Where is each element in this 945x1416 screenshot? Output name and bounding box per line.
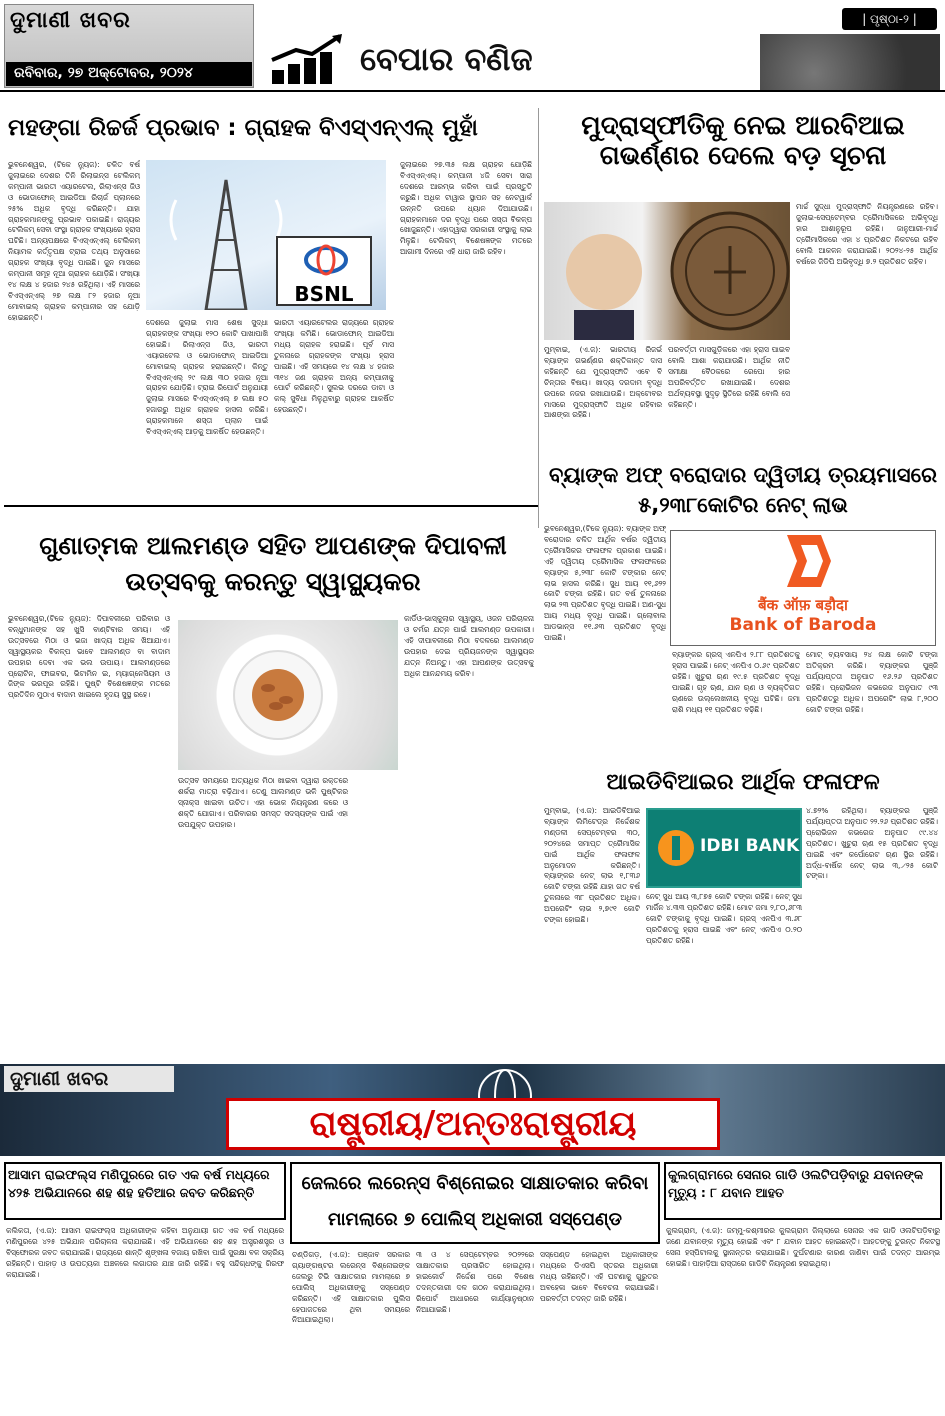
bsnl-col-2: ଦେଶରେ ଜୁଲାଇ ମାସ ଶେଷ ସୁଦ୍ଧା ଗ୍ରାହକଙ୍କ ସଂଖ୍ୟା ୧୨୦ କୋଟି ପାଖାପାଖି ହୋଇଛି। ରିଲାଏନ୍ସ ଜିଓ, ଭାରତୀ ଏୟାରଟେଲ ଓ ଭୋଡାଫୋନ୍ ଆଇଡିଆ ମୋବାଇଲ୍ ଗ୍ରାହକ ହରାଇଛନ୍ତି। କିନ୍ତୁ ବିଏସ୍‌ଏନ୍‌ଏଲ୍ ୨୯ ଲକ୍ଷ ୩୦ ହଜାର ନୂଆ ଗ୍ରାହକ ଯୋଡ଼ିଛି। ଟ୍ରାଇ ରିପୋର୍ଟ ଅନୁଯାୟୀ ଜୁଲାଇ ମାସରେ ବିଏସ୍‌ଏନ୍‌ଏଲ୍ ୭ ଲକ୍ଷ ୫୦ ହଜାରରୁ ଅଧିକ ଗ୍ରାହକ ହାସଲ କରିଛି। ଗ୍ରାହକମାନେ ଶସ୍ତା ପ୍ଲାନ ପାଇଁ ବିଏସ୍‌ଏନ୍‌ଏଲ୍ ଆଡ଼କୁ ଆକର୍ଷିତ ହେଉଛନ୍ତି।	[146, 318, 268, 437]
kulgam-body: କୁଲଗ୍ରାମ, (ଏ.ଜ): ଜମ୍ମୁ-କଶ୍ମୀରର କୁଲଗ୍ରାମ ଜିଲ୍ଲାରେ ସେନାର ଏକ ଗାଡି ଓଲଟିପଡ଼ିବାରୁ ଜଣେ ଯବାନଙ୍କ ମୃତ୍ୟୁ ହୋଇଛି ଏବଂ ୮ ଯବାନ ଆହତ ହୋଇଛନ୍ତି। ଆହତଙ୍କୁ ତୁରନ୍ତ ନିକଟସ୍ଥ ସେନା ହସ୍ପିଟାଲକୁ ସ୍ଥାନାନ୍ତର କରାଯାଇଛି। ଦୁର୍ଘଟଣାର କାରଣ ଜାଣିବା ପାଇଁ ତଦନ୍ତ ଆରମ୍ଭ ହୋଇଛି। ପାହାଡ଼ିଆ ରାସ୍ତାରେ ଗାଡିଟି ନିୟନ୍ତ୍ରଣ ହରାଇଥିଲା।	[666, 1226, 940, 1268]
assam-body: କଲିକତା, (ଏ.ଜ): ଆସାମ ରାଇଫଲ୍ସ ଅଧିକାରୀଙ୍କ କହିବା ଅନୁଯାୟୀ ଗତ ଏକ ବର୍ଷ ମଧ୍ୟରେ ମଣିପୁରରେ ୪୨୫ ଅଭିଯାନ ପରିଚାଳନା କରାଯାଇଛି। ଏହି ଅଭିଯାନରେ ଶହ ଶହ ଅସ୍ତ୍ରଶସ୍ତ୍ର ଓ ବିସ୍ଫୋରକ ଜବତ କରାଯାଇଛି। ରାଜ୍ୟରେ ଶାନ୍ତି ଶୃଙ୍ଖଳା ବଜାୟ ରଖିବା ପାଇଁ ସୁରକ୍ଷା ବଳ ସକ୍ରିୟ ରହିଛନ୍ତି। ପାହାଡ଼ ଓ ଉପତ୍ୟକା ଅଞ୍ଚଳରେ ଲଗାତାର ଯାଞ୍ଚ ଜାରି ରହିଛି। ବହୁ ସନ୍ଦିଗ୍ଧଙ୍କୁ ଗିରଫ କରାଯାଇଛି।	[6, 1226, 284, 1279]
national-title: ରାଷ୍ଟ୍ରୀୟ/ଅନ୍ତଃରାଷ୍ଟ୍ରୀୟ	[309, 1104, 637, 1144]
idbi-mark-icon	[656, 828, 696, 868]
idbi-col-2: ନେଟ୍ ସୁଧ ଆୟ ୩,୮୭୫ କୋଟି ଟଙ୍କା ରହିଛି। ନେଟ୍ ସୁଧ ମାର୍ଜିନ ୪.୩୩ ପ୍ରତିଶତ ରହିଛି। ମୋଟ ଜମା ୨,୮୦,୬୮୩ କୋଟି ଟଙ୍କାକୁ ବୃଦ୍ଧି ପାଇଛି। ଗ୍ରସ୍ ଏନପିଏ ୩.୬୮ ପ୍ରତିଶତକୁ ହ୍ରାସ ପାଇଛି ଏବଂ ନେଟ୍ ଏନପିଏ ୦.୨୦ ପ୍ରତିଶତ ରହିଛି।	[646, 892, 802, 945]
rbi-seal-icon	[544, 202, 790, 340]
idbi-headline: ଆଇଡିବିଆଇର ଆର୍ଥିକ ଫଳାଫଳ	[606, 770, 880, 795]
bsnl-col-4: ଜୁଲାଇରେ ୨୭.୩୫ ଲକ୍ଷ ଗ୍ରାହକ ଯୋଡ଼ିଛି ବିଏସ୍‌ଏନ୍‌ଏଲ୍। କମ୍ପାନୀ ୪ଜି ସେବା ସାରା ଦେଶରେ ଆରମ୍ଭ କରିବା ପାଇଁ ପ୍ରସ୍ତୁତି କରୁଛି। ଅଧିକ ଟାୱାର ସ୍ଥାପନ ସହ ନେଟୱାର୍କ ଉନ୍ନତି ଉପରେ ଧ୍ୟାନ ଦିଆଯାଉଛି। ଗ୍ରାହକମାନେ ଦର ବୃଦ୍ଧି ପରେ ସସ୍ତା ବିକଳ୍ପ ଖୋଜୁଛନ୍ତି। ଏହାଦ୍ୱାରା ସରକାରୀ ସଂସ୍ଥାକୁ ଲାଭ ମିଳୁଛି। ଟେଲିକମ୍ ବିଶେଷଜ୍ଞଙ୍କ ମତରେ ଆଗାମୀ ଦିନରେ ଏହି ଧାରା ଜାରି ରହିବ।	[400, 160, 532, 257]
coins-photo	[760, 34, 940, 90]
bsnl-headline: ମହଙ୍ଗା ରିଚ୍ଚର୍ଜ ପ୍ରଭାବ : ଗ୍ରାହକ ବିଏସ୍‌ଏନ୍‌ଏଲ୍ ମୁହାଁ	[8, 115, 478, 141]
section-title: ବେପାର ବଣିଜ	[360, 40, 533, 78]
rbi-col-3: ମାର୍ଚ୍ଚ ସୁଦ୍ଧା ମୁଦ୍ରାସ୍ଫୀତି ନିୟନ୍ତ୍ରଣରେ ରହିବ। ଜୁଲାଇ-ସେପ୍ଟେମ୍ବର ତ୍ରୈମାସିକରେ ଅଭିବୃଦ୍ଧି ହାର ଆଶାନୁରୂପ ରହିଛି। ଜାନୁଆରୀ-ମାର୍ଚ୍ଚ ତ୍ରୈମାସିକରେ ଏହା ୪ ପ୍ରତିଶତ ନିକଟରେ ରହିବ ବୋଲି ଆକଳନ କରାଯାଇଛି। ୨୦୨୪-୨୫ ଆର୍ଥିକ ବର୍ଷରେ ଜିଡିପି ଅଭିବୃଦ୍ଧି ୭.୨ ପ୍ରତିଶତ ରହିବ।	[796, 202, 938, 266]
lawrence-col-1: ଚଣ୍ଡିଗଡ଼, (ଏ.ଜ): ପଞ୍ଜାବ ସରକାର ଗ୍ୟାଙ୍ଗଷ୍ଟର ଲରେନ୍ସ ବିଶ୍ନୋଇଙ୍କ ଜେଲରୁ ଟିଭି ସାକ୍ଷାତକାର ମାମଲାରେ ୭ ପୋଲିସ୍ ଅଧିକାରୀଙ୍କୁ ସସ୍‌ପେଣ୍ଡ କରିଛନ୍ତି। ଏହି ସାକ୍ଷାତକାର ପୁଲିସ ହେପାଜତରେ ଥିବା ସମୟରେ ନିଆଯାଇଥିଲା।	[292, 1250, 410, 1325]
bob-mark-icon	[671, 531, 937, 591]
almond-icon	[178, 620, 398, 770]
issue-date: ରବିବାର, ୨୭ ଅକ୍ଟୋବର, ୨୦୨୪	[6, 62, 252, 86]
idbi-logo-text: IDBI BANK	[700, 836, 800, 856]
column-rule	[538, 108, 539, 528]
national-brand: ଦୁମାଣୀ ଖବର	[10, 1068, 109, 1090]
diwali-col-1: ଭୁବନେଶ୍ୱର,(ଟିକେ ନ୍ୟୁଜ): ଦିପାବଳୀରେ ପରିବାର ଓ ବନ୍ଧୁମାନଙ୍କ ସହ ଖୁସି ବାଣ୍ଟିବାର ସମୟ। ଏହି ଉତ୍ସବରେ ମିଠା ଓ ଭଜା ଖାଦ୍ୟ ଅଧିକ ଖିଆଯାଏ। ସ୍ୱାସ୍ଥ୍ୟକର ବିକଳ୍ପ ଭାବେ ଆଲମଣ୍ଡ ବା ବାଦାମ ଉପହାର ଦେବା ଏକ ଭଲ ଉପାୟ। ଆଲମଣ୍ଡରେ ପ୍ରୋଟିନ, ଫାଇବର, ଭିଟାମିନ ଇ, ମ୍ୟାଗ୍ନେସିୟମ ଓ ଜିଙ୍କ ଭରପୂର ରହିଛି। ପୁଷ୍ଟି ବିଶେଷଜ୍ଞଙ୍କ ମତରେ ପ୍ରତିଦିନ ମୁଠାଏ ବାଦାମ ଖାଇଲେ ହୃଦୟ ସୁସ୍ଥ ରହେ।	[8, 614, 170, 700]
kulgam-headline: କୁଲଗ୍ରାମରେ ସେନାର ଗାଡି ଓଲଟିପଡ଼ିବାରୁ ଯବାନଙ୍କ ମୃତ୍ୟୁ : ୮ ଯବାନ ଆହତ	[668, 1167, 924, 1200]
newspaper-brand: ଦୁମାଣୀ ଖବର	[10, 8, 131, 33]
lawrence-col-2: ୩ ଓ ୪ ସେପ୍ଟେମ୍ବର ୨୦୨୨ରେ ସାକ୍ଷାତକାର ପ୍ରସାରିତ ହୋଇଥିଲା। ହାଇକୋର୍ଟ ନିର୍ଦ୍ଦେଶ ପରେ ବିଶେଷ ତଦନ୍ତକାରୀ ଦଳ ଗଠନ କରାଯାଇଥିଲା। ରିପୋର୍ଟ ଆଧାରରେ କାର୍ଯ୍ୟାନୁଷ୍ଠାନ ନିଆଯାଇଛି।	[416, 1250, 534, 1314]
bsnl-logo-text: BSNL	[294, 282, 354, 306]
diwali-headline: ଗୁଣାତ୍ମକ ଆଲମଣ୍ଡ ସହିତ ଆପଣଙ୍କ ଦିପାବଳୀ ଉତ୍ସବକୁ କରନ୍ତୁ ସ୍ୱାସ୍ଥ୍ୟକର	[39, 531, 507, 596]
bsnl-col-3: ଭାରତୀ ଏୟାରଟେଲର ରାଜ୍ୟରେ ଗ୍ରାହକ ସଂଖ୍ୟା କମିଛି। ଭୋଡାଫୋନ୍ ଆଇଡିଆ ମଧ୍ୟ ଗ୍ରାହକ ହରାଇଛି। ପୂର୍ବ ମାସ ତୁଳନାରେ ଗ୍ରାହକଙ୍କ ସଂଖ୍ୟା ହ୍ରାସ ପାଇଛି। ଏହି ସମୟରେ ୧୪ ଲକ୍ଷ ୪ ହଜାର ୩୧୪ ଜଣ ଗ୍ରାହକ ଅନ୍ୟ କମ୍ପାନୀକୁ ପୋର୍ଟ କରିଛନ୍ତି। ସୁଲଭ ଦରରେ ଡାଟା ଓ କଲ୍ ସୁବିଧା ମିଳୁଥିବାରୁ ଗ୍ରାହକ ଆକର୍ଷିତ ହେଉଛନ୍ତି।	[274, 318, 394, 415]
assam-headline: ଆସାମ ରାଇଫଲ୍ସ ମଣିପୁରରେ ଗତ ଏକ ବର୍ଷ ମଧ୍ୟରେ ୪୨୫ ଅଭିଯାନରେ ଶହ ଶହ ହତିଆର ଜବତ କରିଛନ୍ତି	[8, 1167, 270, 1200]
bsnl-col-1: ଭୁବନେଶ୍ୱର, (ଟିକେ ନ୍ୟୁଜ): ଚଳିତ ବର୍ଷ ଜୁଲାଇରେ ଦେଶର ତିନି ରିଲାଇନ୍ସ ଟେଲିକମ୍ କମ୍ପାନୀ ଭାରତୀ ଏୟାରଟେଲ, ରିଲାଏନ୍ସ ଜିଓ ଓ ଭୋଡାଫୋନ୍ ଆଇଡିଆ ରିଚାର୍ଜ ପ୍ଲାନରେ ୨୫% ଅଧିକ ବୃଦ୍ଧି କରିଛନ୍ତି। ଯାହା ଗ୍ରାହକମାନଙ୍କୁ ପ୍ରଭାବ ପକାଇଛି। ରାଜ୍ୟର ଟେଲିକମ୍ ସେବା ସଂସ୍ଥା ଗ୍ରାହକ ସଂଖ୍ୟାରେ ହ୍ରାସ ଘଟିଛି। ଅନ୍ୟପକ୍ଷରେ ବିଏସ୍‌ଏନ୍‌ଏଲ୍ ଟେଲିକମ୍ ନିୟାମକ କର୍ତ୍ତୃପକ୍ଷ ଟ୍ରାଇ ତଥ୍ୟ ଅନୁସାରେ ଗ୍ରାହକ ସଂଖ୍ୟା ବୃଦ୍ଧି ପାଇଛି। ଜୁନ ମାସରେ କମ୍ପାନୀ ସମୂହ ନୂଆ ଗ୍ରାହକ ଯୋଡ଼ିଛି। ସଂଖ୍ୟା ୧୪ ଲକ୍ଷ ୪ ହଜାର ୨୪୫ ରହିଥିଲା। ଏହି ମାସରେ ବିଏସ୍‌ଏନ୍‌ଏଲ୍ ୨୭ ଲକ୍ଷ ୮୨ ହଜାର ନୂଆ ମୋବାଇଲ୍ ଗ୍ରାହକ କମ୍ପାନୀର ସହ ଯୋଡ଼ି ହୋଇଛନ୍ତି।	[8, 160, 140, 322]
bob-col-3: ମୋଟ୍ ବ୍ୟବସାୟ ୨୪ ଲକ୍ଷ କୋଟି ଟଙ୍କା ଅତିକ୍ରମ କରିଛି। ବ୍ୟାଙ୍କର ପୁଞ୍ଜି ପର୍ଯ୍ୟାପ୍ତତା ଅନୁପାତ ୧୬.୨୬ ପ୍ରତିଶତ ରହିଛି। ପ୍ରୋଭିଜନ କଭରେଜ ଅନୁପାତ ୯୩ ପ୍ରତିଶତରୁ ଅଧିକ। ଅପରେଟିଂ ଲାଭ ୮,୨୦୦ କୋଟି ଟଙ୍କା ରହିଛି।	[806, 650, 938, 714]
bob-col-1: ଭୁବନେଶ୍ୱର,(ଟିକେ ନ୍ୟୁଜ): ବ୍ୟାଙ୍କ ଅଫ୍ ବରୋଦାର ଚଳିତ ଆର୍ଥିକ ବର୍ଷର ଦ୍ୱିତୀୟ ତ୍ରୈମାସିକର ଫଳାଫଳ ପ୍ରକାଶ ପାଇଛି। ଏହି ଦ୍ୱିତୀୟ ତ୍ରୈମାସିକ ଫଳାଫଳରେ ବ୍ୟାଙ୍କ ୫,୨୩୮ କୋଟି ଟଙ୍କାର ନେଟ୍ ଲାଭ ହାସଲ କରିଛି। ସୁଧ ଆୟ ୧୧,୬୨୨ କୋଟି ଟଙ୍କା ରହିଛି। ଗତ ବର୍ଷ ତୁଳନାରେ ଲାଭ ୨୩ ପ୍ରତିଶତ ବୃଦ୍ଧି ପାଇଛି। ଅଣ-ସୁଧ ଆୟ ମଧ୍ୟ ବୃଦ୍ଧି ପାଇଛି। ଗ୍ଲୋବାଲ ଆଡଭାନ୍ସ ୧୧.୬୩ ପ୍ରତିଶତ ବୃଦ୍ଧି ପାଇଛି।	[544, 524, 666, 643]
rbi-col-1: ମୁମ୍ବାଇ, (ଏ.ଜ): ଭାରତୀୟ ରିଜର୍ଭ ବ୍ୟାଙ୍କ ଗଭର୍ଣ୍ଣର ଶକ୍ତିକାନ୍ତ ଦାସ କହିଛନ୍ତି ଯେ ମୁଦ୍ରାସ୍ଫୀତି ଏବେ ବି ଚିନ୍ତାର ବିଷୟ। ଖାଦ୍ୟ ଦରଦାମ ବୃଦ୍ଧି ଉପରେ ନଜର ରଖାଯାଉଛି। ଅକ୍ଟୋବର ମାସରେ ମୁଦ୍ରାସ୍ଫୀତି ଅଧିକ ରହିବାର ଆଶଙ୍କା ରହିଛି।	[544, 345, 662, 420]
rbi-col-2: ପରବର୍ତ୍ତୀ ମାସଗୁଡ଼ିକରେ ଏହା ହ୍ରାସ ପାଇବ ବୋଲି ଆଶା କରାଯାଉଛି। ଆର୍ଥିକ ନୀତି ସମୀକ୍ଷା ବୈଠକରେ ରେପୋ ହାର ଅପରିବର୍ତ୍ତିତ ରଖାଯାଇଛି। ଦେଶର ଅର୍ଥବ୍ୟବସ୍ଥା ସୁଦୃଢ଼ ସ୍ଥିତିରେ ରହିଛି ବୋଲି ସେ କହିଛନ୍ତି।	[668, 345, 790, 409]
diwali-col-3: କାର୍ଡିଓ-ଭାସ୍କୁଲାର ସ୍ୱାସ୍ଥ୍ୟ, ଓଜନ ପରିଚାଳନା ଓ ଚର୍ମର ଯତ୍ନ ପାଇଁ ଆଲମଣ୍ଡ ଉପକାରୀ। ଏହି ଦୀପାବଳୀରେ ମିଠା ବଦଳରେ ଆଲମଣ୍ଡ ଉପହାର ଦେଇ ପ୍ରିୟଜନଙ୍କ ସ୍ୱାସ୍ଥ୍ୟର ଯତ୍ନ ନିଅନ୍ତୁ। ଏହା ଆପଣଙ୍କ ଉତ୍ସବକୁ ଅଧିକ ଆନନ୍ଦମୟ କରିବ।	[404, 614, 534, 678]
lawrence-col-3: ସସ୍‌ପେଣ୍ଡ ହୋଇଥିବା ଅଧିକାରୀଙ୍କ ମଧ୍ୟରେ ଡିଏସପି ସ୍ତରର ଅଧିକାରୀ ମଧ୍ୟ ରହିଛନ୍ତି। ଏହି ଘଟଣାକୁ ଗୁରୁତର ଅବହେଳା ଭାବେ ବିବେଚନା କରାଯାଇଛି। ପରବର୍ତ୍ତୀ ତଦନ୍ତ ଜାରି ରହିଛି।	[540, 1250, 658, 1303]
rbi-headline: ମୁଦ୍ରାସ୍ଫୀତିକୁ ନେଇ ଆରବିଆଇ ଗଭର୍ଣ୍ଣର ଦେଲେ ବଡ଼ ସୂଚନା	[581, 111, 905, 171]
page-number: | ପୃଷ୍ଠା-୨ |	[842, 8, 937, 30]
bsnl-logo	[276, 236, 372, 306]
idbi-col-3: ୪.୭୨% ରହିଥିଲା। ବ୍ୟାଙ୍କର ପୁଞ୍ଜି ପର୍ଯ୍ୟାପ୍ତତା ଅନୁପାତ ୨୨.୨୬ ପ୍ରତିଶତ ରହିଛି। ପ୍ରୋଭିଜନ କଭରେଜ ଅନୁପାତ ୯୯.୪୪ ପ୍ରତିଶତ। ଖୁଚୁରା ଋଣ ୧୫ ପ୍ରତିଶତ ବୃଦ୍ଧି ପାଇଛି ଏବଂ କର୍ପୋରେଟ ଋଣ ସ୍ଥିର ରହିଛି। ଅର୍ଦ୍ଧ-ବାର୍ଷିକ ନେଟ୍ ଲାଭ ୩,୵୨୫ କୋଟି ଟଙ୍କା।	[806, 806, 938, 881]
lawrence-headline: ଜେଲରେ ଲରେନ୍ସ ବିଶ୍ନୋଇର ସାକ୍ଷାତକାର କରିବା ମାମଲାରେ ୭ ପୋଲିସ୍ ଅଧିକାରୀ ସସ୍‌ପେଣ୍ଡ	[301, 1173, 649, 1230]
section-rule	[4, 505, 538, 507]
bob-logo-hindi: बैंक ऑफ़ बड़ौदा	[758, 596, 848, 614]
almond-bowl-image	[178, 620, 398, 770]
bob-col-2: ବ୍ୟାଙ୍କର ଗ୍ରସ୍ ଏନପିଏ ୨.୮୮ ପ୍ରତିଶତକୁ ହ୍ରାସ ପାଇଛି। ନେଟ୍ ଏନପିଏ ୦.୬୯ ପ୍ରତିଶତ ରହିଛି। ଖୁଚୁରା ଋଣ ୧୯.୫ ପ୍ରତିଶତ ବୃଦ୍ଧି ପାଇଛି। ଗୃହ ଋଣ, ଯାନ ଋଣ ଓ ବ୍ୟକ୍ତିଗତ ଋଣରେ ଉଲ୍ଲେଖନୀୟ ବୃଦ୍ଧି ଘଟିଛି। ଜମା ରାଶି ମଧ୍ୟ ୧୧ ପ୍ରତିଶତ ବଢ଼ିଛି।	[672, 650, 800, 714]
bob-logo-english: Bank of Baroda	[729, 615, 877, 635]
bsnl-swirl-icon	[278, 238, 374, 278]
diwali-col-2: ଉତ୍ସବ ସମୟରେ ଅତ୍ୟଧିକ ମିଠା ଖାଇବା ଦ୍ୱାରା ରକ୍ତରେ ଶର୍କରା ମାତ୍ରା ବଢ଼ିଥାଏ। ତେଣୁ ଆଲମଣ୍ଡ ଭଳି ପୁଷ୍ଟିକର ସ୍ନାକ୍ସ ଖାଇବା ଉଚିତ। ଏହା ଭୋକ ନିୟନ୍ତ୍ରଣ କରେ ଓ ଶକ୍ତି ଯୋଗାଏ। ପରିବାରର ସମସ୍ତ ସଦସ୍ୟଙ୍କ ପାଇଁ ଏହା ଉପଯୁକ୍ତ ଉପହାର।	[178, 776, 348, 829]
bob-headline: ବ୍ୟାଙ୍କ ଅଫ୍ ବରୋଦାର ଦ୍ୱିତୀୟ ତ୍ରୟମାସରେ ୫,୨୩୮କୋଟିର ନେଟ୍ ଲାଭ	[548, 463, 938, 517]
bob-logo	[670, 530, 936, 646]
coins-growth-icon	[268, 34, 348, 88]
rbi-governor-image	[544, 202, 790, 340]
idbi-col-1: ମୁମ୍ବାଇ, (ଏ.ଜ): ଆଇଡିବିଆଇ ବ୍ୟାଙ୍କ ଲିମିଟେଡ୍‌ର ନିର୍ଦ୍ଦେଶକ ମଣ୍ଡଳୀ ସେପ୍ଟେମ୍ବର ୩୦, ୨୦୨୪ରେ ସମାପ୍ତ ତ୍ରୈମାସିକ ପାଇଁ ଆର୍ଥିକ ଫଳାଫଳ ଅନୁମୋଦନ କରିଛନ୍ତି। ବ୍ୟାଙ୍କର ନେଟ୍ ଲାଭ ୧,୮୩୬ କୋଟି ଟଙ୍କା ରହିଛି ଯାହା ଗତ ବର୍ଷ ତୁଳନାରେ ୩୮ ପ୍ରତିଶତ ଅଧିକ। ଅପରେଟିଂ ଲାଭ ୨,୭୯୧ କୋଟି ଟଙ୍କା ହୋଇଛି।	[544, 806, 640, 925]
idbi-logo	[646, 808, 802, 888]
